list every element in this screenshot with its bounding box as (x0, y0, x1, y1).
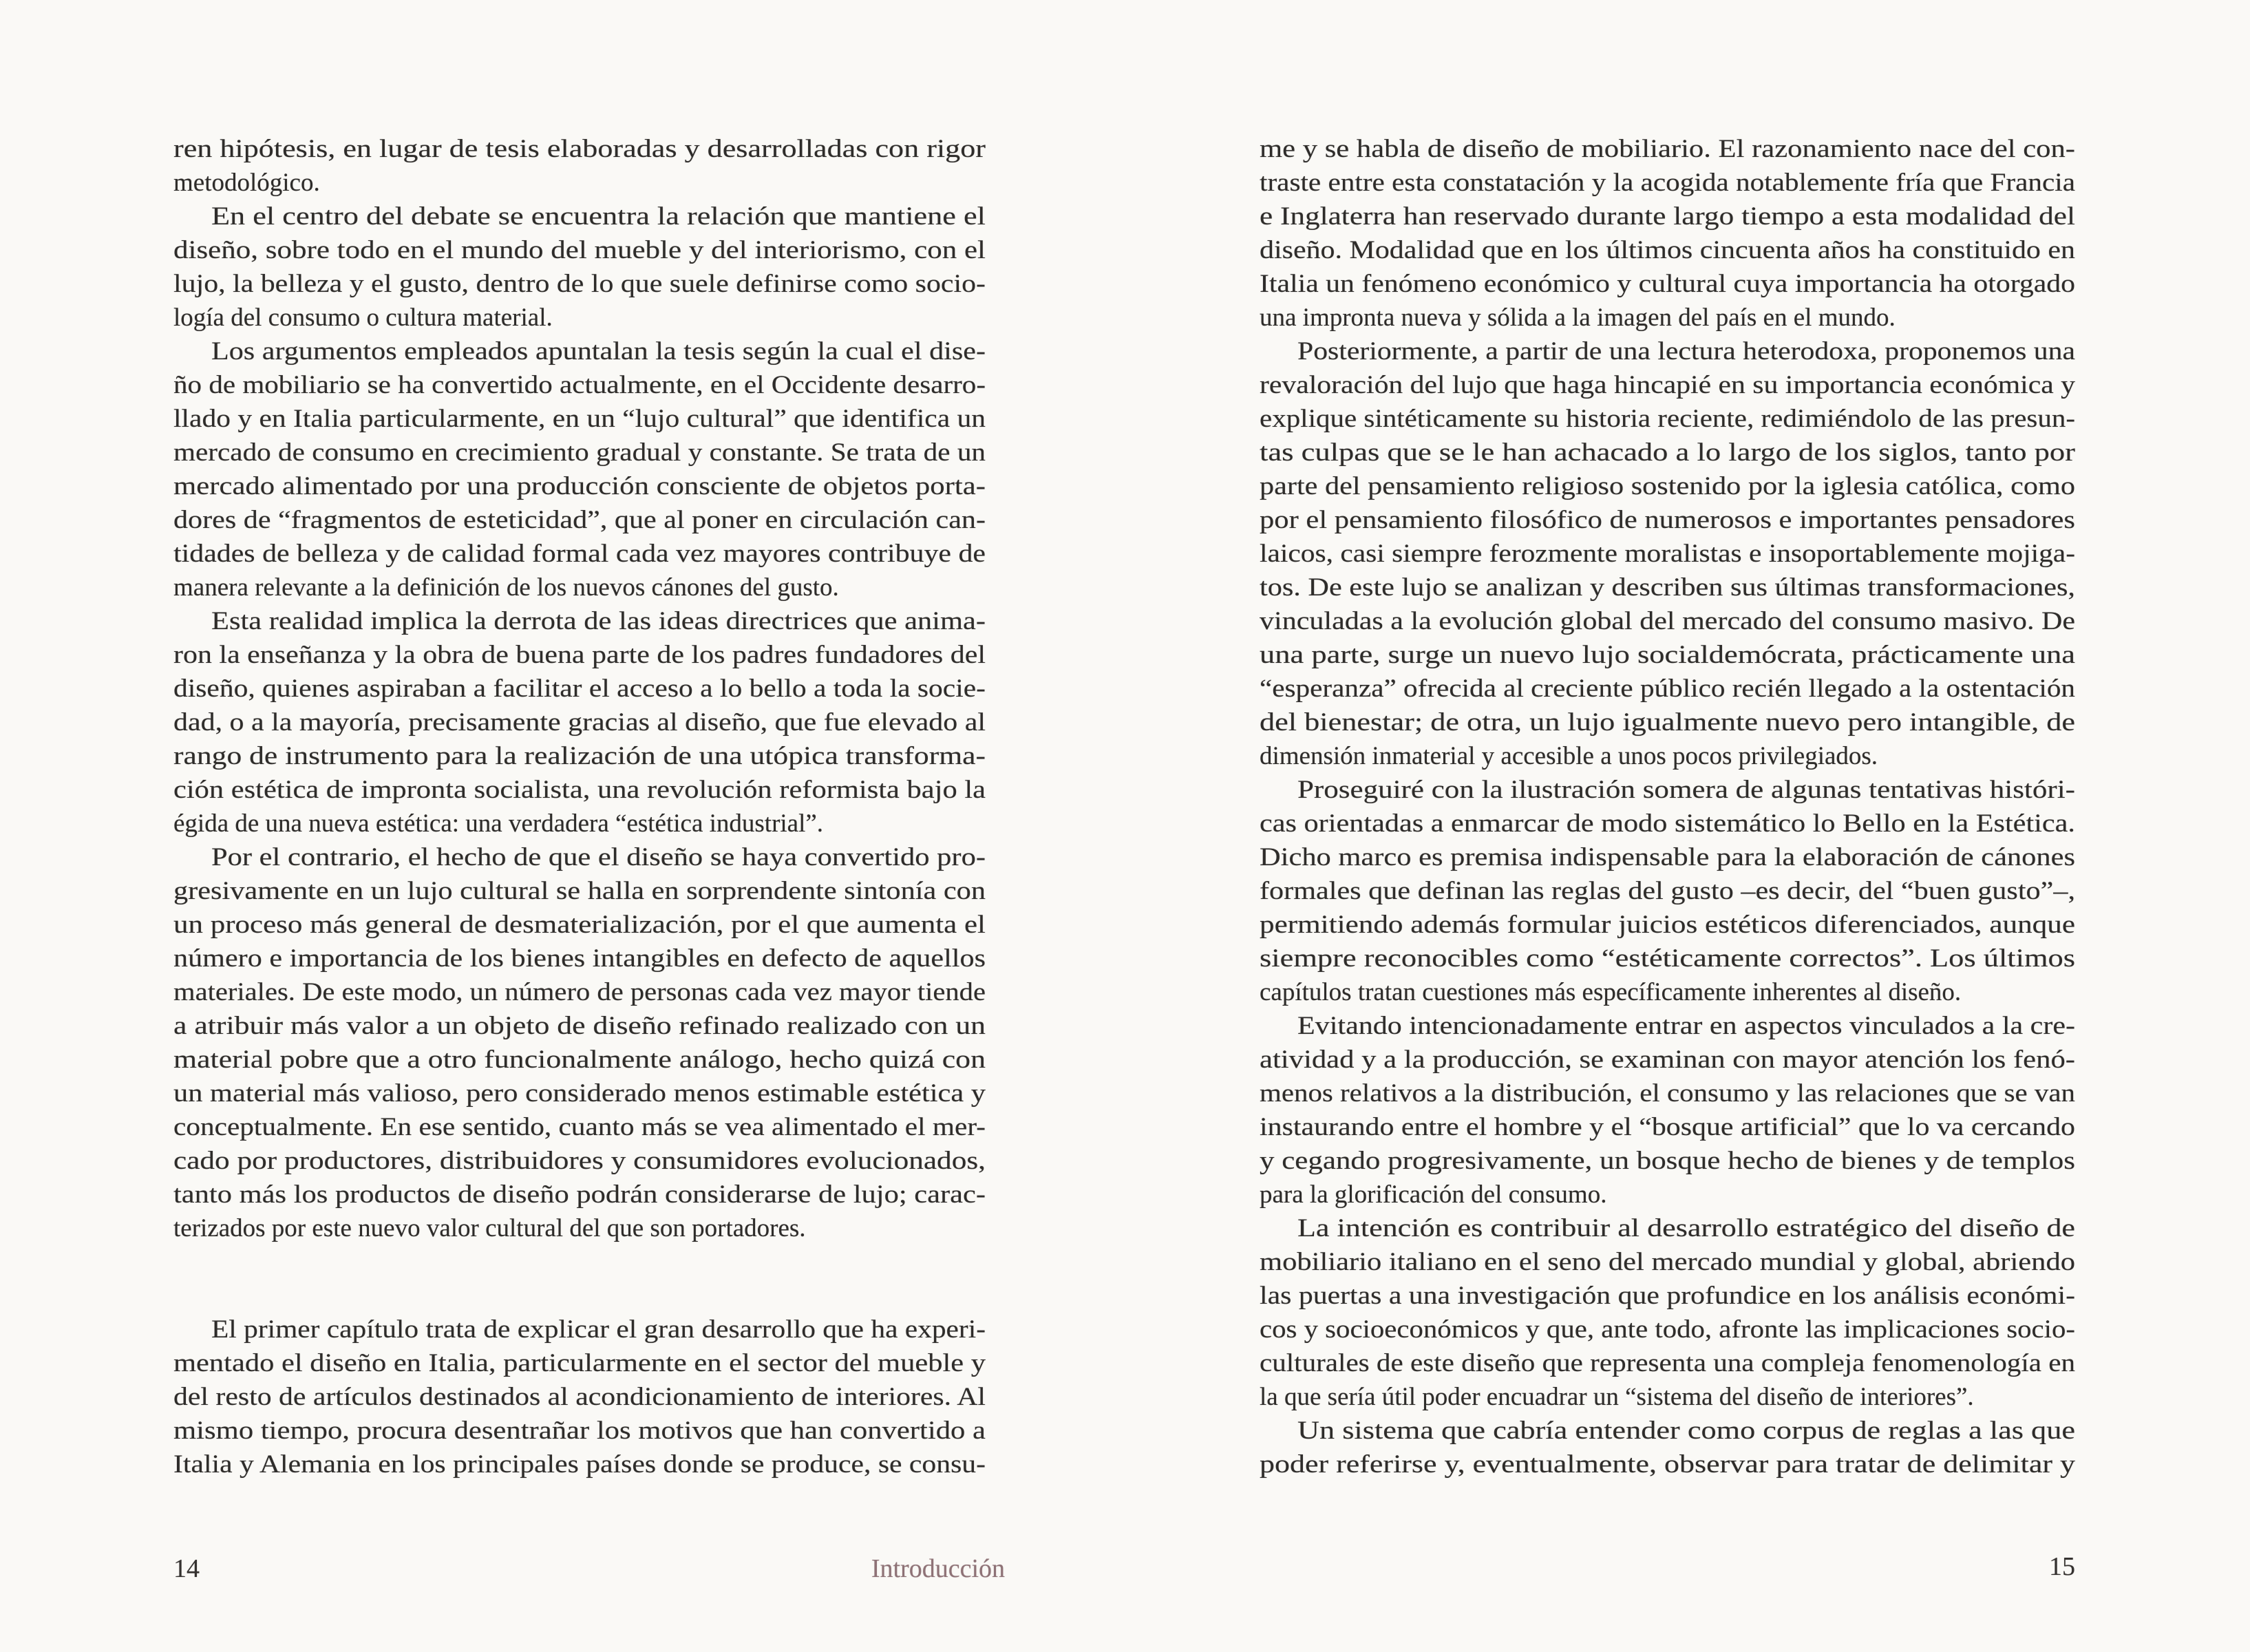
text-line-content: ren hipótesis, en lugar de tesis elaboradas y desarrolladas con rigor (173, 135, 986, 163)
text-line (1260, 402, 2075, 436)
text-line (173, 672, 986, 706)
text-line-content: cas orientadas a enmarcar de modo sistemático lo Bello en la Estética. (1260, 809, 2075, 838)
text-line-content: “esperanza” ofrecida al creciente público recién llegado a la ostentación (1260, 675, 2075, 703)
text-line (173, 807, 986, 840)
text-line (1260, 436, 2075, 469)
text-line-content: del bienestar; de otra, un lujo igualmente nuevo pero intangible, de (1260, 708, 2075, 737)
text-line-content: parte del pensamiento religioso sostenido por la iglesia católica, como (1260, 472, 2075, 500)
text-line-content: En el centro del debate se encuentra la relación que mantiene el (211, 202, 986, 231)
text-line-content: laicos, casi siempre ferozmente moralistas e insoportablemente mojiga- (1260, 540, 2075, 568)
text-line-content: Proseguiré con la ilustración somera de algunas tentativas históri- (1297, 776, 2075, 804)
text-line-content: material pobre que a otro funcionalmente análogo, hecho quizá con (173, 1046, 986, 1074)
text-line-content: y cegando progresivamente, un bosque hecho de bienes y de templos (1260, 1147, 2075, 1175)
text-line-content: cado por productores, distribuidores y consumidores evolucionados, (173, 1147, 986, 1175)
text-line-content: mercado de consumo en crecimiento gradual y constante. Se trata de un (173, 438, 986, 467)
text-line (1260, 1077, 2075, 1110)
text-line-content: instaurando entre el hombre y el “bosque artificial” que lo va cercando (1260, 1113, 2075, 1141)
text-line (173, 1211, 986, 1245)
text-line-content: mentado el diseño en Italia, particularmente en el sector del mueble y (173, 1349, 986, 1377)
text-line (173, 975, 986, 1009)
text-line (173, 1110, 986, 1144)
text-line-content: las puertas a una investigación que profundice en los análisis económi- (1260, 1282, 2075, 1310)
text-line-content: a atribuir más valor a un objeto de diseño refinado realizado con un (173, 1012, 986, 1040)
text-line-content: Esta realidad implica la derrota de las ideas directrices que anima- (211, 607, 986, 635)
page-number-right: 15 (2049, 1552, 2075, 1581)
text-line (1260, 706, 2075, 739)
text-line-content: formales que definan las reglas del gusto –es decir, del “buen gusto”–, (1260, 877, 2075, 905)
text-line (173, 840, 986, 874)
text-line (173, 469, 986, 503)
text-line-content: culturales de este diseño que representa una compleja fenomenología en (1260, 1349, 2075, 1377)
text-line-content: dimensión inmaterial y accesible a unos pocos privilegiados. (1260, 742, 1878, 770)
text-line (1260, 469, 2075, 503)
text-line-content: La intención es contribuir al desarrollo estratégico del diseño de (1297, 1214, 2075, 1242)
right-page-text-column (1260, 132, 2075, 1481)
text-line (173, 942, 986, 975)
text-line-content: siempre reconocibles como “estéticamente correctos”. Los últimos (1260, 944, 2075, 973)
text-line (1260, 1414, 2075, 1448)
text-line-content: diseño, quienes aspiraban a facilitar el acceso a lo bello a toda la socie- (173, 675, 986, 703)
text-line-content: una impronta nueva y sólida a la imagen del país en el mundo. (1260, 304, 1896, 332)
text-line-content: revaloración del lujo que haga hincapié en su importancia económica y (1260, 371, 2075, 399)
text-line (173, 166, 986, 200)
text-line-content: del resto de artículos destinados al acondicionamiento de interiores. Al (173, 1383, 986, 1411)
text-line (173, 436, 986, 469)
text-line (1260, 807, 2075, 840)
text-line-content: materiales. De este modo, un número de personas cada vez mayor tiende (173, 978, 986, 1006)
text-line (173, 1043, 986, 1077)
text-line-content: metodológico. (173, 169, 320, 197)
text-line (173, 1346, 986, 1380)
text-line-content: Evitando intencionadamente entrar en aspectos vinculados a la cre- (1297, 1012, 2075, 1040)
text-line (173, 773, 986, 807)
text-line-content: dores de “fragmentos de esteticidad”, que al poner en circulación can- (173, 506, 986, 534)
text-line (1260, 132, 2075, 166)
text-line (173, 908, 986, 942)
text-line (1260, 739, 2075, 773)
text-line-content: cos y socioeconómicos y que, ante todo, afronte las implicaciones socio- (1260, 1315, 2075, 1344)
text-line (1260, 1346, 2075, 1380)
text-line-content: tidades de belleza y de calidad formal cada vez mayores contribuye de (173, 540, 986, 568)
text-line (173, 604, 986, 638)
text-line-content: logía del consumo o cultura material. (173, 304, 553, 332)
running-title-footer: Introducción (871, 1554, 1005, 1583)
text-line-content: traste entre esta constatación y la acogida notablemente fría que Francia (1260, 169, 2075, 197)
text-line (1260, 1144, 2075, 1178)
text-line (173, 132, 986, 166)
text-line-content: manera relevante a la definición de los nuevos cánones del gusto. (173, 573, 839, 602)
text-line-content: mobiliario italiano en el seno del mercado mundial y global, abriendo (1260, 1248, 2075, 1276)
text-line-content: tanto más los productos de diseño podrán considerarse de lujo; carac- (173, 1180, 986, 1209)
text-line (1260, 301, 2075, 335)
text-line (173, 503, 986, 537)
text-line (1260, 908, 2075, 942)
text-line (173, 335, 986, 368)
text-line-content: número e importancia de los bienes intangibles en defecto de aquellos (173, 944, 986, 973)
text-line (1260, 1178, 2075, 1211)
text-line (1260, 1211, 2075, 1245)
text-line (1260, 672, 2075, 706)
text-line-content: conceptualmente. En ese sentido, cuanto más se vea alimentado el mer- (173, 1113, 986, 1141)
text-line (1260, 840, 2075, 874)
text-line (173, 1245, 986, 1279)
text-line (173, 1448, 986, 1481)
text-line (1260, 503, 2075, 537)
text-line-content: tos. De este lujo se analizan y describen sus últimas transformaciones, (1260, 573, 2075, 602)
text-line-content: Por el contrario, el hecho de que el diseño se haya convertido pro- (211, 843, 986, 871)
text-line (1260, 1245, 2075, 1279)
text-line (173, 537, 986, 571)
text-line-content: llado y en Italia particularmente, en un “lujo cultural” que identifica un (173, 405, 986, 433)
text-line (173, 1178, 986, 1211)
text-line (1260, 233, 2075, 267)
text-line (1260, 267, 2075, 301)
text-line-content: capítulos tratan cuestiones más específicamente inherentes al diseño. (1260, 978, 1962, 1006)
text-line-content: un material más valioso, pero considerado menos estimable estética y (173, 1079, 986, 1108)
text-line-content: ción estética de impronta socialista, una revolución reformista bajo la (173, 776, 986, 804)
text-line (1260, 638, 2075, 672)
text-line (173, 1414, 986, 1448)
text-line (173, 301, 986, 335)
text-line (1260, 1313, 2075, 1346)
text-line-content: mercado alimentado por una producción consciente de objetos porta- (173, 472, 986, 500)
text-line (1260, 368, 2075, 402)
text-line (1260, 604, 2075, 638)
text-line (173, 368, 986, 402)
text-line (173, 706, 986, 739)
text-line-content: diseño, sobre todo en el mundo del mueble y del interiorismo, con el (173, 236, 986, 264)
text-line-content: me y se habla de diseño de mobiliario. El razonamiento nace del con- (1260, 135, 2075, 163)
text-line-content: diseño. Modalidad que en los últimos cincuenta años ha constituido en (1260, 236, 2075, 264)
text-line-content: vinculadas a la evolución global del mercado del consumo masivo. De (1260, 607, 2075, 635)
page-number-left: 14 (173, 1554, 200, 1583)
text-line-content: poder referirse y, eventualmente, observar para tratar de delimitar y (1260, 1450, 2075, 1479)
text-line-content: una parte, surge un nuevo lujo socialdemócrata, prácticamente una (1260, 641, 2075, 669)
text-line (1260, 773, 2075, 807)
text-line-content: El primer capítulo trata de explicar el gran desarrollo que ha experi- (211, 1315, 986, 1344)
text-line-content: Los argumentos empleados apuntalan la tesis según la cual el dise- (211, 337, 986, 366)
text-line (173, 1144, 986, 1178)
text-line-content: terizados por este nuevo valor cultural del que son portadores. (173, 1214, 806, 1242)
text-line (173, 571, 986, 604)
text-line (173, 1279, 986, 1313)
text-line (173, 200, 986, 233)
text-line (1260, 166, 2075, 200)
text-line (1260, 942, 2075, 975)
text-line (173, 1077, 986, 1110)
text-line-content: Dicho marco es premisa indispensable para la elaboración de cánones (1260, 843, 2075, 871)
text-line-content: mismo tiempo, procura desentrañar los motivos que han convertido a (173, 1417, 986, 1445)
text-line-content: dad, o a la mayoría, precisamente gracias al diseño, que fue elevado al (173, 708, 986, 737)
text-line-content: por el pensamiento filosófico de numerosos e importantes pensadores (1260, 506, 2075, 534)
text-line (173, 1380, 986, 1414)
text-line (173, 402, 986, 436)
text-line-content: Italia y Alemania en los principales países donde se produce, se consu- (173, 1450, 986, 1479)
text-line-content: ño de mobiliario se ha convertido actualmente, en el Occidente desarro- (173, 371, 986, 399)
text-line-content: rango de instrumento para la realización de una utópica transforma- (173, 742, 986, 770)
text-line-content: lujo, la belleza y el gusto, dentro de lo que suele definirse como socio- (173, 270, 986, 298)
text-line-content: atividad y a la producción, se examinan con mayor atención los fenó- (1260, 1046, 2075, 1074)
text-line-content: explique sintéticamente su historia reciente, redimiéndolo de las presun- (1260, 405, 2075, 433)
text-line (1260, 874, 2075, 908)
text-line (173, 638, 986, 672)
text-line-content: Un sistema que cabría entender como corpus de reglas a las que (1297, 1417, 2075, 1445)
text-line (1260, 537, 2075, 571)
text-line-content: Italia un fenómeno económico y cultural cuya importancia ha otorgado (1260, 270, 2075, 298)
text-line (1260, 335, 2075, 368)
text-line (1260, 1110, 2075, 1144)
text-line (173, 1313, 986, 1346)
text-line-content: e Inglaterra han reservado durante largo tiempo a esta modalidad del (1260, 202, 2075, 231)
text-line (173, 267, 986, 301)
text-line (1260, 1448, 2075, 1481)
text-line-content: para la glorificación del consumo. (1260, 1180, 1607, 1209)
text-line (173, 739, 986, 773)
text-line-content: Posteriormente, a partir de una lectura heterodoxa, proponemos una (1297, 337, 2075, 366)
text-line (173, 233, 986, 267)
text-line (1260, 1043, 2075, 1077)
text-line-content: égida de una nueva estética: una verdadera “estética industrial”. (173, 809, 824, 838)
text-line-content: permitiendo además formular juicios estéticos diferenciados, aunque (1260, 911, 2075, 939)
text-line-content: la que sería útil poder encuadrar un “sistema del diseño de interiores”. (1260, 1383, 1974, 1411)
text-line (1260, 1279, 2075, 1313)
text-line (173, 1009, 986, 1043)
text-line-content: menos relativos a la distribución, el consumo y las relaciones que se van (1260, 1079, 2075, 1108)
text-line-content: ron la enseñanza y la obra de buena parte de los padres fundadores del (173, 641, 986, 669)
text-line-content: gresivamente en un lujo cultural se halla en sorprendente sintonía con (173, 877, 986, 905)
text-line (1260, 1380, 2075, 1414)
left-page-text-column (173, 132, 986, 1481)
text-line (1260, 200, 2075, 233)
text-line-content: un proceso más general de desmaterialización, por el que aumenta el (173, 911, 986, 939)
text-line-content: tas culpas que se le han achacado a lo largo de los siglos, tanto por (1260, 438, 2075, 467)
text-line (1260, 1009, 2075, 1043)
text-line (1260, 571, 2075, 604)
text-line (1260, 975, 2075, 1009)
text-line (173, 874, 986, 908)
